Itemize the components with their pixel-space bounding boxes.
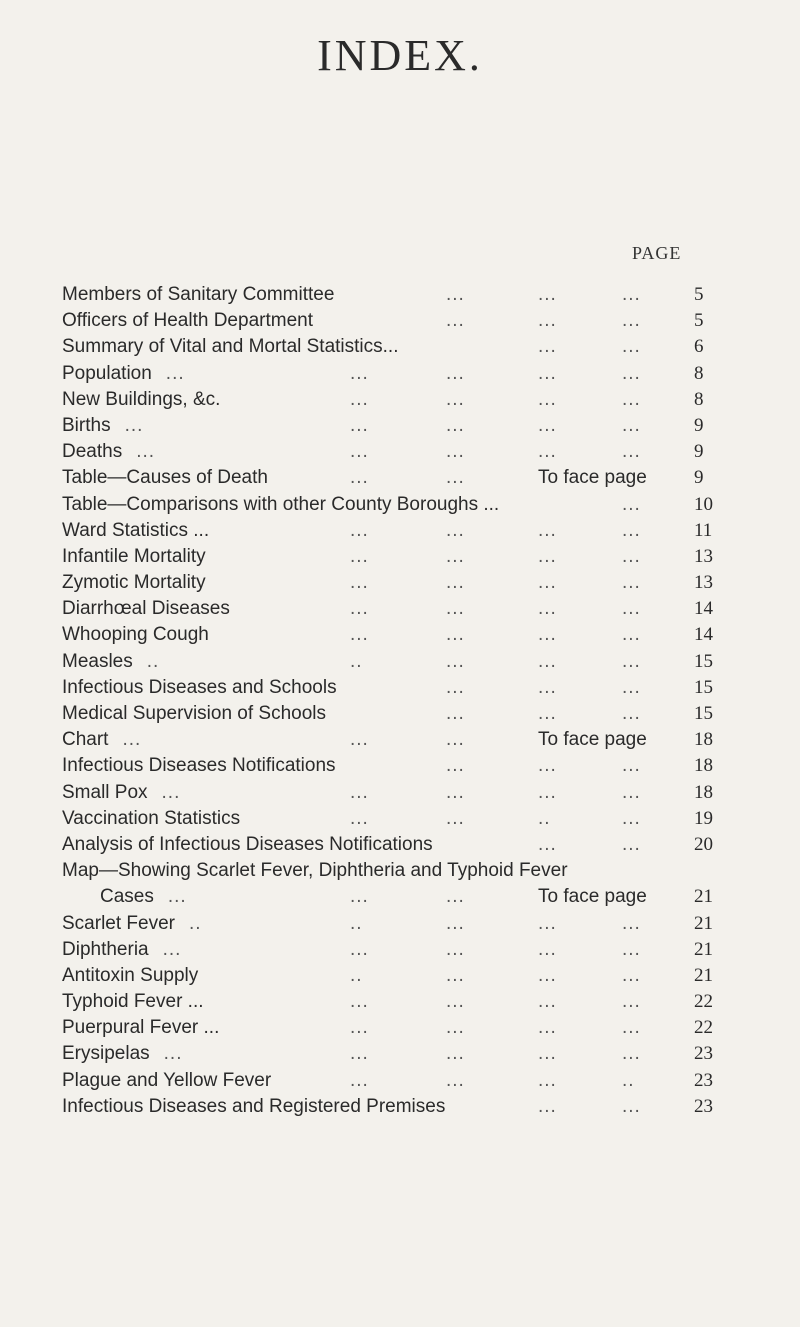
index-entry — [62, 832, 722, 858]
index-entry — [62, 753, 722, 779]
entry-label: Plague and Yellow Fever — [62, 1069, 272, 1091]
leader-dots: ... — [446, 414, 465, 436]
index-entry — [62, 989, 722, 1015]
page-number: 23 — [694, 1043, 713, 1065]
page-number: 18 — [694, 729, 713, 751]
index-entry — [62, 1015, 722, 1041]
page-number: 10 — [694, 493, 713, 515]
page-number: 19 — [694, 807, 713, 829]
leader-dots: ... — [622, 336, 641, 358]
leader-dots: .. — [538, 807, 551, 829]
leader-dots: ... — [350, 991, 369, 1013]
entry-label: Infectious Diseases and Schools — [62, 676, 337, 698]
leader-dots: ... — [446, 729, 465, 751]
leader-dots: ... — [622, 676, 641, 698]
entry-label: Measles — [62, 650, 133, 672]
leader-dots: .. — [622, 1069, 635, 1091]
leader-dots: ... — [538, 1095, 557, 1117]
leader-dots: ... — [446, 545, 465, 567]
index-entry — [62, 492, 722, 518]
entry-label: Infectious Diseases and Registered Premises — [62, 1095, 446, 1117]
entry-label: Population — [62, 362, 152, 384]
leader-dots: .. — [350, 650, 363, 672]
leader-dots: ... — [163, 1043, 183, 1065]
index-entry — [62, 308, 722, 334]
leader-dots: ... — [446, 467, 465, 489]
leader-dots: ... — [538, 519, 557, 541]
leader-dots: ... — [446, 650, 465, 672]
leader-dots: ... — [622, 1017, 641, 1039]
leader-dots: ... — [538, 310, 557, 332]
index-entry — [62, 963, 722, 989]
index-list — [62, 282, 722, 1120]
leader-dots: ... — [446, 886, 465, 908]
index-entry — [62, 439, 722, 465]
leader-dots: ... — [538, 676, 557, 698]
page-number: 6 — [694, 336, 704, 358]
leader-dots: ... — [165, 362, 185, 384]
page-number: 22 — [694, 991, 713, 1013]
index-entry — [62, 780, 722, 806]
page-number: 14 — [694, 624, 713, 646]
leader-dots: ... — [622, 912, 641, 934]
leader-dots: ... — [350, 572, 369, 594]
index-entry — [62, 413, 722, 439]
index-entry — [62, 282, 722, 308]
leader-dots: ... — [446, 755, 465, 777]
entry-label: Chart — [62, 729, 109, 751]
leader-dots: ... — [446, 284, 465, 305]
leader-dots: ... — [622, 519, 641, 541]
leader-dots: ... — [446, 572, 465, 594]
page-number: 13 — [694, 545, 713, 567]
page-number: 22 — [694, 1017, 713, 1039]
leader-dots: ... — [350, 1043, 369, 1065]
leader-dots: ... — [124, 414, 144, 436]
leader-dots: ... — [538, 572, 557, 594]
page-number: 9 — [694, 441, 704, 463]
leader-dots: ... — [622, 1095, 641, 1117]
leader-dots: ... — [538, 755, 557, 777]
leader-dots: ... — [538, 938, 557, 960]
leader-dots: ... — [350, 781, 369, 803]
leader-dots: ... — [538, 284, 557, 305]
leader-dots: .. — [188, 912, 202, 934]
leader-dots: ... — [538, 336, 557, 358]
leader-dots: ... — [161, 781, 181, 803]
leader-dots: ... — [136, 441, 156, 463]
page-number: 8 — [694, 388, 704, 410]
leader-dots: ... — [538, 545, 557, 567]
index-entry — [62, 361, 722, 387]
entry-label: Ward Statistics ... — [62, 519, 210, 541]
index-entry — [62, 911, 722, 937]
leader-dots: ... — [350, 807, 369, 829]
leader-dots: ... — [350, 441, 369, 463]
page-number: 23 — [694, 1095, 713, 1117]
leader-dots: ... — [446, 807, 465, 829]
leader-dots: ... — [350, 938, 369, 960]
leader-dots: ... — [350, 886, 369, 908]
leader-dots: ... — [350, 362, 369, 384]
leader-dots: ... — [622, 991, 641, 1013]
leader-dots: ... — [538, 388, 557, 410]
page-number: 18 — [694, 781, 713, 803]
entry-label: Births — [62, 414, 111, 436]
index-entry — [62, 622, 722, 648]
leader-dots: ... — [350, 1069, 369, 1091]
page-number: 21 — [694, 912, 713, 934]
leader-dots: ... — [446, 519, 465, 541]
leader-dots: ... — [622, 598, 641, 620]
page-number: 9 — [694, 414, 704, 436]
leader-dots: ... — [622, 624, 641, 646]
leader-dots: ... — [446, 703, 465, 724]
leader-dots: ... — [538, 1069, 557, 1091]
leader-dots: ... — [446, 362, 465, 384]
leader-dots: ... — [538, 598, 557, 620]
leader-dots: ... — [446, 388, 465, 410]
page-number: 9 — [694, 467, 704, 489]
leader-dots: ... — [167, 886, 187, 908]
leader-dots: ... — [446, 624, 465, 646]
index-entry — [62, 334, 722, 360]
leader-dots: ... — [538, 703, 557, 724]
entry-label: Members of Sanitary Committee — [62, 284, 335, 305]
page-number: 18 — [694, 755, 713, 777]
entry-label: Whooping Cough — [62, 624, 209, 646]
leader-dots: ... — [622, 807, 641, 829]
index-entry — [62, 544, 722, 570]
leader-dots: ... — [446, 964, 465, 986]
entry-label: Medical Supervision of Schools — [62, 703, 327, 724]
leader-dots: ... — [538, 650, 557, 672]
page-number: 13 — [694, 572, 713, 594]
leader-dots: ... — [538, 441, 557, 463]
leader-dots: ... — [350, 1017, 369, 1039]
leader-dots: ... — [446, 1069, 465, 1091]
leader-dots: ... — [350, 519, 369, 541]
leader-dots: ... — [350, 598, 369, 620]
leader-dots: ... — [162, 938, 182, 960]
index-entry — [62, 858, 722, 884]
page-number: 11 — [694, 519, 713, 541]
to-face-page-note: To face page — [538, 886, 647, 908]
entry-label: Map—Showing Scarlet Fever, Diphtheria and Typhoid Fever — [62, 860, 568, 882]
leader-dots: .. — [350, 912, 363, 934]
index-entry — [62, 465, 722, 491]
entry-label: Cases — [100, 886, 154, 908]
leader-dots: ... — [622, 493, 641, 515]
page-number: 21 — [694, 886, 713, 908]
leader-dots: ... — [538, 362, 557, 384]
entry-label: Vaccination Statistics — [62, 807, 241, 829]
entry-label: Infectious Diseases Notifications — [62, 755, 336, 777]
entry-label: Small Pox — [62, 781, 148, 803]
entry-label: Puerpural Fever ... — [62, 1017, 220, 1039]
leader-dots: ... — [350, 545, 369, 567]
index-entry — [62, 1068, 722, 1094]
entry-label: Table—Causes of Death — [62, 467, 268, 489]
leader-dots: ... — [622, 755, 641, 777]
leader-dots: ... — [622, 703, 641, 724]
page-number: 21 — [694, 938, 713, 960]
leader-dots: ... — [538, 781, 557, 803]
to-face-page-note: To face page — [538, 467, 647, 489]
leader-dots: ... — [350, 467, 369, 489]
leader-dots: ... — [538, 833, 557, 855]
page-number: 14 — [694, 598, 713, 620]
leader-dots: .. — [146, 650, 160, 672]
leader-dots: ... — [350, 388, 369, 410]
entry-label: New Buildings, &c. — [62, 388, 221, 410]
page-number: 5 — [694, 284, 704, 305]
page-number: 5 — [694, 310, 704, 332]
entry-label: Infantile Mortality — [62, 545, 206, 567]
leader-dots: ... — [446, 676, 465, 698]
leader-dots: ... — [446, 781, 465, 803]
leader-dots: ... — [622, 545, 641, 567]
page-number: 15 — [694, 650, 713, 672]
entry-label: Summary of Vital and Mortal Statistics... — [62, 336, 399, 358]
entry-label: Erysipelas — [62, 1043, 150, 1065]
index-entry — [62, 701, 722, 727]
page-title: INDEX. — [317, 31, 483, 80]
leader-dots: ... — [446, 1043, 465, 1065]
leader-dots: ... — [622, 414, 641, 436]
page-number: 21 — [694, 964, 713, 986]
leader-dots: ... — [622, 650, 641, 672]
leader-dots: ... — [538, 964, 557, 986]
leader-dots: .. — [350, 964, 363, 986]
index-entry — [62, 884, 722, 910]
entry-label: Officers of Health Department — [62, 310, 313, 332]
to-face-page-note: To face page — [538, 729, 647, 751]
leader-dots: ... — [538, 991, 557, 1013]
entry-label: Table—Comparisons with other County Boroughs ... — [62, 493, 500, 515]
leader-dots: ... — [622, 833, 641, 855]
index-entry — [62, 727, 722, 753]
leader-dots: ... — [446, 1017, 465, 1039]
page-number: 15 — [694, 676, 713, 698]
entry-label: Diphtheria — [62, 938, 149, 960]
index-entry — [62, 1094, 722, 1120]
index-entry — [62, 387, 722, 413]
leader-dots: ... — [622, 284, 641, 305]
leader-dots: ... — [538, 414, 557, 436]
leader-dots: ... — [538, 912, 557, 934]
leader-dots: ... — [538, 1043, 557, 1065]
entry-label: Scarlet Fever — [62, 912, 175, 934]
leader-dots: ... — [350, 414, 369, 436]
leader-dots: ... — [446, 938, 465, 960]
index-entry — [62, 806, 722, 832]
index-entry — [62, 675, 722, 701]
entry-label: Analysis of Infectious Diseases Notifications — [62, 833, 433, 855]
leader-dots: ... — [446, 991, 465, 1013]
leader-dots: ... — [122, 729, 142, 751]
leader-dots: ... — [622, 388, 641, 410]
leader-dots: ... — [622, 362, 641, 384]
entry-label: Antitoxin Supply — [62, 964, 199, 986]
leader-dots: ... — [538, 1017, 557, 1039]
page-number: 8 — [694, 362, 704, 384]
index-entry — [62, 570, 722, 596]
leader-dots: ... — [350, 729, 369, 751]
leader-dots: ... — [622, 441, 641, 463]
leader-dots: ... — [622, 1043, 641, 1065]
index-entry — [62, 518, 722, 544]
page-column-header: PAGE — [632, 243, 682, 263]
entry-label: Typhoid Fever ... — [62, 991, 204, 1013]
leader-dots: ... — [446, 310, 465, 332]
page-number: 23 — [694, 1069, 713, 1091]
leader-dots: ... — [622, 964, 641, 986]
leader-dots: ... — [622, 572, 641, 594]
index-entry — [62, 1041, 722, 1067]
entry-label: Diarrhœal Diseases — [62, 598, 230, 620]
page-number: 15 — [694, 703, 713, 724]
leader-dots: ... — [446, 598, 465, 620]
index-entry — [62, 937, 722, 963]
leader-dots: ... — [622, 781, 641, 803]
page-number: 20 — [694, 833, 713, 855]
entry-label: Zymotic Mortality — [62, 572, 206, 594]
leader-dots: ... — [538, 624, 557, 646]
leader-dots: ... — [350, 624, 369, 646]
leader-dots: ... — [446, 441, 465, 463]
leader-dots: ... — [446, 912, 465, 934]
entry-label: Deaths — [62, 441, 123, 463]
leader-dots: ... — [622, 310, 641, 332]
leader-dots: ... — [622, 938, 641, 960]
index-entry — [62, 649, 722, 675]
index-entry — [62, 596, 722, 622]
